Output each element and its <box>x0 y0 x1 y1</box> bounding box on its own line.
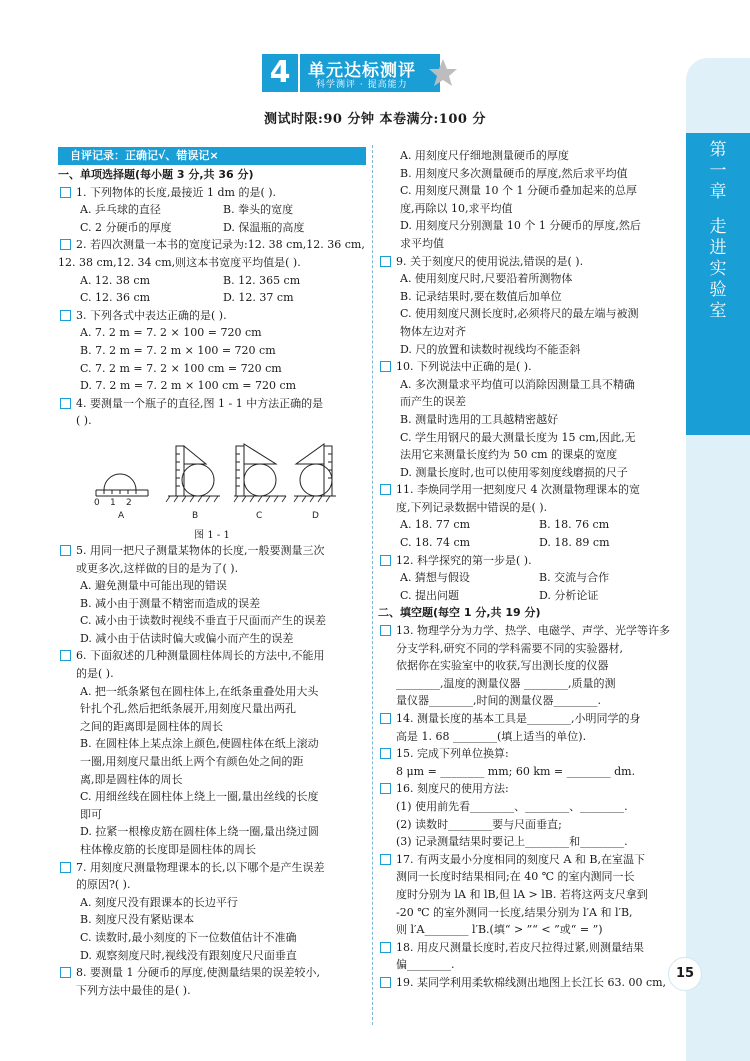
option: A. 使用刻度尺时,尺要沿着所测物体 <box>400 272 573 286</box>
question-5 <box>58 542 366 577</box>
question-line: 量仪器________,时间的测量仪器________. <box>396 694 601 708</box>
option-line: 度,再除以 10,求平均值 <box>400 201 513 215</box>
question-stem: 12. 科学探究的第一步是( ). <box>396 553 532 567</box>
option <box>378 429 678 464</box>
answer-checkbox[interactable] <box>60 862 71 873</box>
page-number: 15 <box>668 957 702 991</box>
option-line: 法用它来测量长度约为 50 cm 的课桌的宽度 <box>400 448 618 462</box>
ruler-tick: 1 <box>110 497 116 508</box>
question-8 <box>58 964 366 999</box>
question-stem: 9. 关于刻度尺的使用说法,错误的是( ). <box>396 254 584 268</box>
question-line: 偏________. <box>396 958 455 972</box>
option: B. 交流与合作 <box>539 571 610 585</box>
question-15 <box>378 745 678 780</box>
figure-caption: 图 1 - 1 <box>194 529 230 541</box>
question-line: 8 μm = ________ mm; 60 km = ________ dm. <box>396 764 636 778</box>
question-14 <box>378 710 678 745</box>
option: D. 尺的放置和读数时视线均不能歪斜 <box>400 342 581 356</box>
option: D. 12. 37 cm <box>223 291 294 305</box>
question-line: 度时分别为 lA 和 lB,但 lA > lB. 若将这两支尺拿到 <box>396 887 648 901</box>
option-line: C. 用细丝线在圆柱体上绕上一圈,量出丝线的长度 <box>80 790 319 804</box>
question-13 <box>378 622 678 710</box>
option: A. 刻度尺没有跟课本的长边平行 <box>80 895 238 909</box>
question-1 <box>58 184 366 202</box>
option: B. 测量时选用的工具越精密越好 <box>400 412 559 426</box>
question-17 <box>378 851 678 939</box>
question-line: 则 l′A________ l′B.(填“ > ”“ < ”或“ = ”) <box>396 923 603 937</box>
question-stem: 11. 李焕同学用一把刻度尺 4 次测量物理课本的宽 <box>396 483 640 497</box>
question-stem: 3. 下列各式中表达正确的是( ). <box>76 308 227 322</box>
option <box>58 823 366 858</box>
answer-checkbox[interactable] <box>60 967 71 978</box>
test-limits: 测试时限:90 分钟 本卷满分:100 分 <box>264 112 486 127</box>
question-line: 17. 有两支最小分度相同的刻度尺 A 和 B,在室温下 <box>396 852 646 866</box>
question-line: ________,温度的测量仪器 ________,质量的测 <box>396 676 616 690</box>
answer-checkbox[interactable] <box>380 713 391 724</box>
question-stem: 7. 用刻度尺测量物理课本的长,以下哪个是产生误差 <box>76 860 325 874</box>
option: C. 提出问题 <box>400 588 460 602</box>
question-line: 18. 用皮尺测量长度时,若皮尺拉得过紧,则测量结果 <box>396 940 644 954</box>
unit-banner <box>262 54 462 94</box>
option-row <box>58 219 366 237</box>
option: C. 12. 36 cm <box>80 291 151 305</box>
option: D. 分析论证 <box>539 588 599 602</box>
option-line: D. 用刻度尺分别测量 10 个 1 分硬币的厚度,然后 <box>400 219 641 233</box>
option: A. 避免测量中可能出现的错误 <box>80 579 227 593</box>
question-12 <box>378 552 678 570</box>
option-row <box>378 516 678 534</box>
option: B. 减小由于测量不精密而造成的误差 <box>80 596 261 610</box>
chapter-char: 一 <box>709 161 727 181</box>
option <box>378 217 678 252</box>
option-line: A. 多次测量求平均值可以消除因测量工具不精确 <box>400 377 635 391</box>
answer-checkbox[interactable] <box>380 361 391 372</box>
question-stem: 12. 38 cm,12. 34 cm,则这本书宽度平均值是( ). <box>58 255 301 269</box>
answer-checkbox[interactable] <box>60 398 71 409</box>
option: C. 减小由于读数时视线不垂直于尺面而产生的误差 <box>80 614 327 628</box>
question-18 <box>378 939 678 974</box>
chapter-char: 第 <box>709 140 727 160</box>
question-line: 15. 完成下列单位换算: <box>396 747 509 761</box>
answer-checkbox[interactable] <box>380 977 391 988</box>
column-divider <box>372 145 373 1025</box>
question-line: 13. 物理学分为力学、热学、电磁学、声学、光学等许多 <box>396 624 670 638</box>
option-line: 求平均值 <box>400 236 444 250</box>
option <box>58 788 366 823</box>
answer-checkbox[interactable] <box>60 650 71 661</box>
measurement-diagram <box>88 432 338 526</box>
option: A. 用刻度尺仔细地测量硬币的厚度 <box>400 149 569 162</box>
option-line: 而产生的误差 <box>400 395 466 409</box>
question-stem: 度,下列记录数据中错误的是( ). <box>396 500 548 514</box>
left-column <box>58 147 366 999</box>
question-7 <box>58 859 366 894</box>
option <box>378 376 678 411</box>
answer-checkbox[interactable] <box>380 484 391 495</box>
question-line: (1) 使用前先看________、________、________. <box>396 799 628 813</box>
star-icon <box>428 58 458 88</box>
option <box>378 182 678 217</box>
unit-title: 单元达标测评 <box>308 61 416 81</box>
question-stem: 8. 要测量 1 分硬币的厚度,使测量结果的误差较小, <box>76 966 320 980</box>
question-3 <box>58 307 366 325</box>
figure-label: A <box>118 510 125 521</box>
unit-subtitle: 科学测评 · 提高能力 <box>316 80 408 90</box>
answer-checkbox[interactable] <box>380 854 391 865</box>
question-stem: 2. 若四次测量一本书的宽度记录为:12. 38 cm,12. 36 cm, <box>76 238 365 252</box>
unit-title-box <box>298 54 440 92</box>
question-11 <box>378 481 678 516</box>
chapter-char: 实 <box>709 259 727 279</box>
option: D. 7. 2 m = 7. 2 m × 100 cm = 720 cm <box>80 379 297 393</box>
option-line: C. 用刻度尺测量 10 个 1 分硬币叠加起来的总厚 <box>400 184 637 198</box>
answer-checkbox[interactable] <box>380 256 391 267</box>
answer-checkbox[interactable] <box>380 625 391 636</box>
ruler-tick: 0 <box>94 497 100 508</box>
option: B. 刻度尺没有紧贴课本 <box>80 913 195 927</box>
question-stem: 4. 要测量一个瓶子的直径,图 1 - 1 中方法正确的是 <box>76 396 324 410</box>
chapter-char: 验 <box>709 280 727 300</box>
answer-checkbox[interactable] <box>60 187 71 198</box>
option-line: 物体左边对齐 <box>400 324 466 338</box>
question-stem: 或更多次,这样做的目的是为了( ). <box>76 561 239 575</box>
option-line: B. 在圆柱体上某点涂上颜色,使圆柱体在纸上滚动 <box>80 737 319 751</box>
option-line: C. 使用刻度尺测长度时,必须将尺的最左端与被测 <box>400 307 639 321</box>
answer-checkbox[interactable] <box>60 545 71 556</box>
chapter-char: 室 <box>709 301 727 321</box>
option-line: D. 拉紧一根橡皮筋在圆柱体上绕一圈,量出绕过圆 <box>80 825 319 839</box>
section-heading: 一、单项选择题(每小题 3 分,共 36 分) <box>58 168 254 181</box>
option: D. 测量长度时,也可以使用零刻度线磨损的尺子 <box>400 465 628 479</box>
question-stem: 1. 下列物体的长度,最接近 1 dm 的是( ). <box>76 185 277 199</box>
question-16 <box>378 780 678 850</box>
option-line: 之间的距离即是圆柱体的周长 <box>80 719 223 733</box>
figure-label: D <box>312 510 319 521</box>
question-stem: 的是( ). <box>76 667 114 681</box>
chapter-char: 章 <box>709 182 727 202</box>
option: B. 7. 2 m = 7. 2 m × 100 = 720 cm <box>80 343 276 357</box>
question-9 <box>378 253 678 271</box>
question-line: 14. 测量长度的基本工具是________,小明同学的身 <box>396 712 641 725</box>
option-row <box>58 272 366 290</box>
figure-label: B <box>192 510 199 521</box>
question-line: 高是 1. 68 ________(填上适当的单位). <box>396 729 587 743</box>
option-row <box>58 289 366 307</box>
question-line: 依据你在实验室中的收获,写出测长度的仪器 <box>396 659 609 673</box>
ruler-tick: 2 <box>126 497 132 508</box>
option-line: 针扎个孔,然后把纸条展开,用刻度尺量出两孔 <box>80 702 296 716</box>
answer-checkbox[interactable] <box>380 748 391 759</box>
question-stem: 下列方法中最佳的是( ). <box>76 983 191 997</box>
question-4 <box>58 395 366 413</box>
option: D. 观察刻度尺时,视线没有跟刻度尺尺面垂直 <box>80 948 297 962</box>
option: A. 12. 38 cm <box>80 273 151 287</box>
option-row <box>378 569 678 587</box>
question-10 <box>378 358 678 376</box>
option: C. 18. 74 cm <box>400 536 471 550</box>
answer-checkbox[interactable] <box>380 942 391 953</box>
option-line: A. 把一纸条紧包在圆柱体上,在纸条重叠处用大头 <box>80 684 319 698</box>
question-19 <box>378 974 678 992</box>
chapter-label <box>700 140 736 322</box>
chapter-char: 进 <box>709 238 727 258</box>
option: D. 保温瓶的高度 <box>223 220 305 234</box>
question-line: (2) 读数时________要与尺面垂直; <box>396 817 562 831</box>
answer-checkbox[interactable] <box>380 783 391 794</box>
answer-checkbox[interactable] <box>60 310 71 321</box>
question-stem: 5. 用同一把尺子测量某物体的长度,一般要测量三次 <box>76 543 325 557</box>
option: B. 拳头的宽度 <box>223 203 294 217</box>
section-heading: 二、填空题(每空 1 分,共 19 分) <box>378 606 541 620</box>
option: A. 猜想与假设 <box>400 571 470 585</box>
chapter-gap <box>700 203 736 217</box>
question-line: 分支学科,研究不同的学科需要不同的实验器材, <box>396 641 623 655</box>
option <box>58 735 366 788</box>
option-row <box>378 587 678 605</box>
option: B. 用刻度尺多次测量硬币的厚度,然后求平均值 <box>400 166 628 180</box>
option: B. 18. 76 cm <box>539 518 610 532</box>
option: D. 减小由于估读时偏大或偏小而产生的误差 <box>80 631 294 645</box>
answer-checkbox[interactable] <box>380 555 391 566</box>
figure-1-1 <box>58 432 366 542</box>
answer-checkbox[interactable] <box>60 239 71 250</box>
question-line: (3) 记录测量结果时要记上________和________. <box>396 835 628 849</box>
question-line: -20 ℃ 的室外测同一长度,结果分别为 l′A 和 l′B, <box>396 905 633 919</box>
option-row <box>378 534 678 552</box>
option: A. 18. 77 cm <box>400 518 471 532</box>
option: C. 读数时,最小刻度的下一位数值估计不准确 <box>80 930 297 944</box>
figure-label: C <box>256 510 263 521</box>
question-line: 19. 某同学利用柔软棉线测出地图上长江长 63. 00 cm, <box>396 975 667 989</box>
option-line: 即可 <box>80 807 102 821</box>
chapter-char: 走 <box>709 217 727 237</box>
option-line: C. 学生用钢尺的最大测量长度为 15 cm,因此,无 <box>400 430 636 444</box>
question-stem: 的原因?( ). <box>76 878 131 892</box>
option: A. 7. 2 m = 7. 2 × 100 = 720 cm <box>80 326 262 340</box>
option: C. 2 分硬币的厚度 <box>80 220 172 234</box>
option-line: 离,即是圆柱体的周长 <box>80 772 183 786</box>
right-column <box>378 147 678 992</box>
unit-number: 4 <box>262 54 298 92</box>
question-line: 16. 刻度尺的使用方法: <box>396 782 509 796</box>
option: B. 记录结果时,要在数值后加单位 <box>400 289 562 303</box>
question-6 <box>58 647 366 682</box>
option: B. 12. 365 cm <box>223 273 301 287</box>
question-stem: ( ). <box>76 414 92 428</box>
option-line: 一圈,用刻度尺量出纸上两个有颜色处之间的距 <box>80 755 304 769</box>
option: A. 乒乓球的直径 <box>80 203 161 217</box>
question-stem: 10. 下列说法中正确的是( ). <box>396 360 532 374</box>
option-row <box>58 201 366 219</box>
option-line: 柱体橡皮筋的长度即是圆柱体的周长 <box>80 843 256 856</box>
option <box>58 683 366 736</box>
question-stem: 6. 下面叙述的几种测量圆柱体周长的方法中,不能用 <box>76 649 325 663</box>
option: D. 18. 89 cm <box>539 536 610 550</box>
option <box>378 305 678 340</box>
question-line: 测同一长度时结果相同;在 40 ℃ 的室内测同一长 <box>396 870 635 884</box>
self-eval-bar: 自评记录：正确记√、错误记× <box>58 147 366 165</box>
option: C. 7. 2 m = 7. 2 × 100 cm = 720 cm <box>80 361 282 375</box>
question-2 <box>58 236 366 254</box>
